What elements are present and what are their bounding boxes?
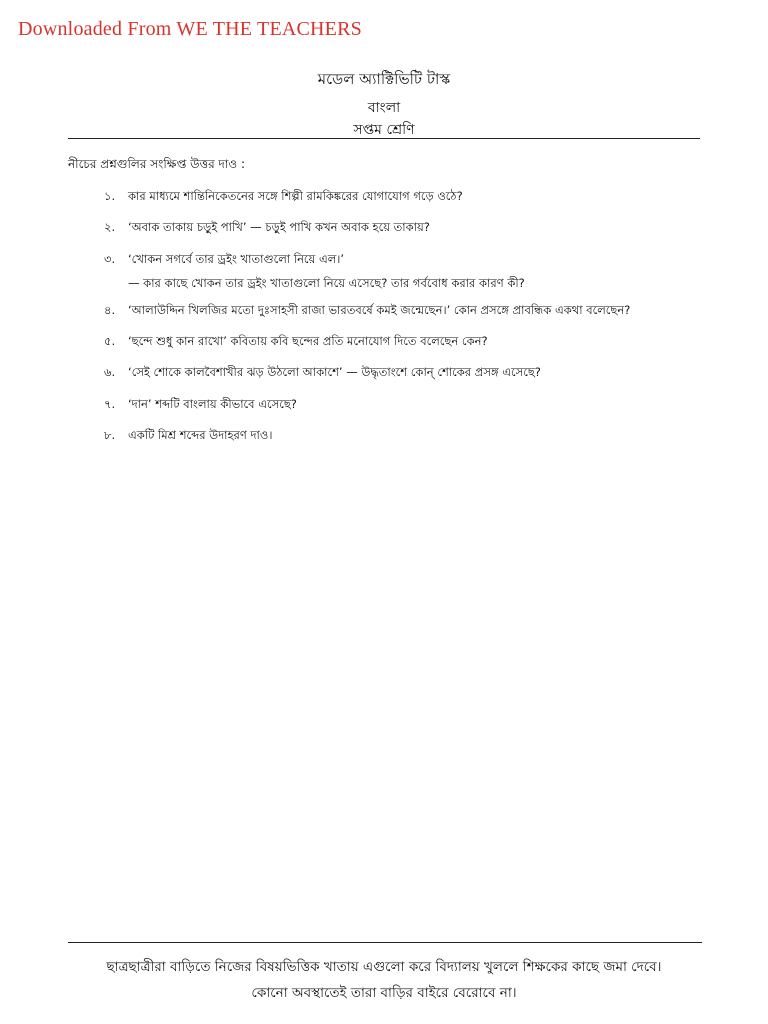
question-item	[104, 364, 541, 383]
question-text: ‘দান’ শব্দটি বাংলায় কীভাবে এসেছে?	[128, 397, 297, 411]
question-item	[104, 302, 630, 321]
class-title: সপ্তম শ্রেণি	[353, 122, 415, 138]
watermark: Downloaded From WE THE TEACHERS	[18, 18, 362, 40]
question-text: ‘ছন্দে শুধু কান রাখো’ কবিতায় কবি ছন্দের প্রতি মনোযোগ দিতে বলেছেন কেন?	[128, 334, 488, 348]
question-number: ৮.	[104, 428, 116, 442]
subject-title: বাংলা	[367, 100, 401, 116]
question-item	[104, 188, 463, 207]
page-title: মডেল অ্যাক্টিভিটি টাস্ক	[317, 70, 451, 88]
header-divider	[68, 138, 700, 139]
question-text: ‘সেই শোকে কালবৈশাখীর ঝড় উঠলো আকাশে’ — উদ্ধৃতাংশে কোন্ শোকের প্রসঙ্গ এসেছে?	[128, 365, 541, 379]
question-number: ৫.	[104, 334, 116, 348]
question-text: ‘আলাউদ্দিন খিলজির মতো দুঃসাহসী রাজা ভারতবর্ষে কমই জন্মেছেন।’ কোন প্রসঙ্গে প্রাবন্ধিক একথা বলেছেন?	[128, 303, 631, 317]
footer-note-line-1: ছাত্রছাত্রীরা বাড়িতে নিজের বিষয়ভিত্তিক খাতায় এগুলো করে বিদ্যালয় খুললে শিক্ষকের কাছে জমা দেবে।	[106, 959, 662, 975]
question-number: ১.	[104, 189, 116, 203]
footer-divider	[68, 942, 702, 943]
question-item	[104, 219, 430, 238]
instruction: নীচের প্রশ্নগুলির সংক্ষিপ্ত উত্তর দাও :	[68, 157, 245, 171]
question-item	[104, 427, 272, 446]
question-number: ৬.	[104, 365, 116, 379]
question-text: কার মাধ্যমে শান্তিনিকেতনের সঙ্গে শিল্পী রামকিঙ্করের যোগাযোগ গড়ে ওঠে?	[128, 189, 463, 203]
question-text: একটি মিশ্র শব্দের উদাহরণ দাও।	[128, 428, 273, 442]
question-item	[104, 396, 297, 415]
question-item	[104, 333, 488, 352]
question-text: ‘খোকন সগর্বে তার ড্রইং খাতাগুলো নিয়ে এল।’	[128, 252, 345, 266]
question-text: ‘অবাক তাকায় চড়ুই পাখি’ — চড়ুই পাখি কখন অবাক হয়ে তাকায়?	[128, 220, 430, 234]
question-item	[104, 251, 525, 294]
question-number: ৭.	[104, 397, 116, 411]
question-number: ৩.	[104, 252, 116, 266]
question-number: ২.	[104, 220, 116, 234]
question-number: ৪.	[104, 303, 116, 317]
footer-note-line-2: কোনো অবস্থাতেই তারা বাড়ির বাইরে বেরোবে না।	[251, 985, 517, 1001]
question-subtext: — কার কাছে খোকন তার ড্রইং খাতাগুলো নিয়ে এসেছে? তার গর্ববোধ করার কারণ কী?	[128, 276, 525, 290]
